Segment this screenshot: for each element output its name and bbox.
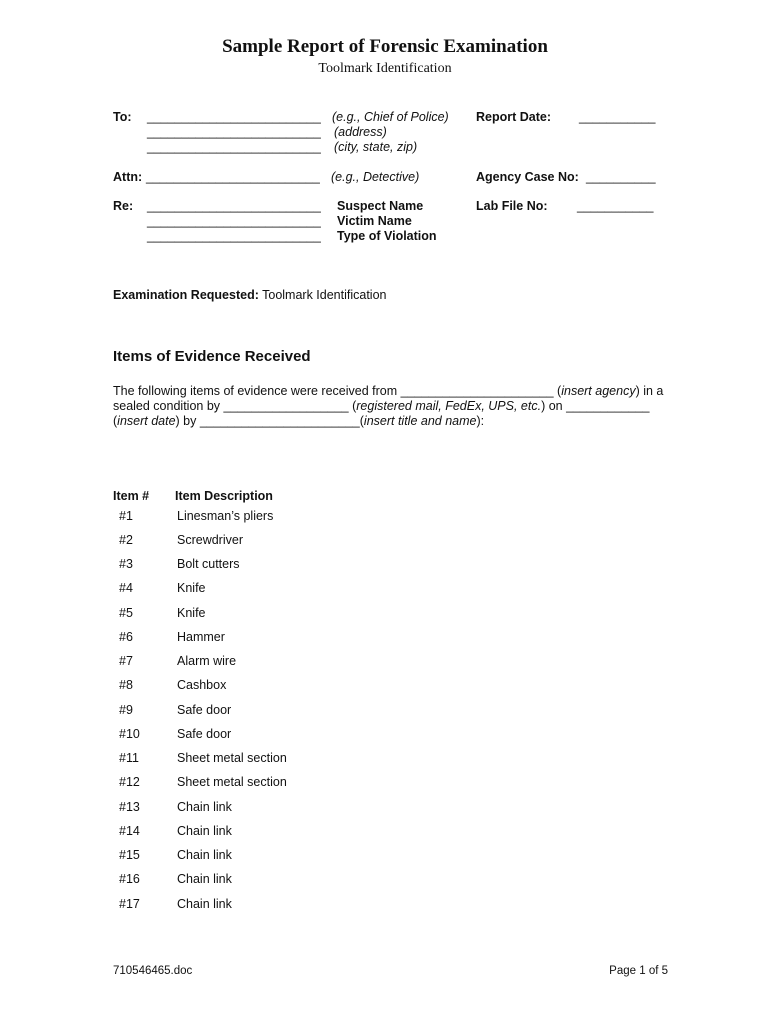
attn-blank: _________________________ — [146, 170, 320, 184]
para-text-4: ) by _______________________( — [175, 414, 364, 428]
para-text-1: The following items of evidence were received from ______________________ ( — [113, 384, 562, 398]
lab-file-blank: ___________ — [577, 199, 654, 213]
attn-label: Attn: — [113, 170, 143, 184]
document-subtitle: Toolmark Identification — [318, 61, 452, 76]
evidence-item-row — [0, 533, 770, 551]
item-number: #15 — [119, 848, 140, 862]
item-description-column-header: Item Description — [175, 489, 273, 503]
item-number: #3 — [119, 557, 133, 571]
item-number: #9 — [119, 703, 133, 717]
para-text-5: ): — [476, 414, 485, 428]
report-date-label: Report Date: — [476, 110, 552, 124]
item-number: #13 — [119, 800, 140, 814]
examination-requested-value: Toolmark Identification — [262, 288, 387, 302]
document-title: Sample Report of Forensic Examination — [222, 36, 548, 57]
item-description: Screwdriver — [177, 533, 243, 547]
evidence-item-row — [0, 509, 770, 527]
para-agency-hint: insert agency — [561, 384, 636, 398]
to-line-2-hint: (address) — [334, 125, 387, 139]
item-number: #8 — [119, 678, 133, 692]
para-text-3: ) on ____________ ( — [113, 399, 653, 428]
item-number: #1 — [119, 509, 133, 523]
to-label: To: — [113, 110, 132, 124]
evidence-item-row — [0, 703, 770, 721]
item-number: #7 — [119, 654, 133, 668]
re-line-2-blank: _________________________ — [147, 214, 321, 228]
para-date-hint: insert date — [117, 414, 176, 428]
evidence-item-row — [0, 630, 770, 648]
footer-page-number: Page 1 of 5 — [609, 965, 668, 977]
suspect-name-label: Suspect Name — [337, 199, 424, 213]
examination-requested-label: Examination Requested: — [113, 288, 259, 302]
evidence-intro-paragraph — [113, 384, 668, 429]
item-number-column-header: Item # — [113, 489, 150, 503]
to-line-3-hint: (city, state, zip) — [334, 140, 418, 154]
re-line-3-blank: _________________________ — [147, 229, 321, 243]
agency-case-label: Agency Case No: — [476, 170, 579, 184]
para-text-2: ) in a sealed condition by __________________ ( — [113, 384, 667, 413]
item-number: #17 — [119, 897, 140, 911]
item-description: Chain link — [177, 824, 232, 838]
item-description: Cashbox — [177, 678, 227, 692]
victim-name-label: Victim Name — [337, 214, 412, 228]
evidence-item-row — [0, 727, 770, 745]
item-description: Safe door — [177, 727, 232, 741]
item-number: #4 — [119, 581, 133, 595]
footer-filename: 710546465.doc — [113, 965, 193, 977]
to-line-1-blank: _________________________ — [147, 110, 321, 124]
item-description: Linesman’s pliers — [177, 509, 274, 523]
item-description: Alarm wire — [177, 654, 237, 668]
item-number: #12 — [119, 775, 140, 789]
evidence-item-row — [0, 654, 770, 672]
type-of-violation-label: Type of Violation — [337, 229, 437, 243]
item-number: #16 — [119, 872, 140, 886]
item-description: Chain link — [177, 800, 232, 814]
item-description: Chain link — [177, 897, 232, 911]
to-line-3-blank: _________________________ — [147, 140, 321, 154]
evidence-item-row — [0, 751, 770, 769]
item-description: Safe door — [177, 703, 232, 717]
item-description: Chain link — [177, 872, 232, 886]
lab-file-label: Lab File No: — [476, 199, 548, 213]
item-number: #5 — [119, 606, 133, 620]
attn-hint: (e.g., Detective) — [331, 170, 420, 184]
item-description: Knife — [177, 606, 206, 620]
item-description: Sheet metal section — [177, 751, 287, 765]
re-label: Re: — [113, 199, 134, 213]
evidence-item-row — [0, 800, 770, 818]
evidence-item-row — [0, 557, 770, 575]
item-description: Sheet metal section — [177, 775, 287, 789]
evidence-item-row — [0, 606, 770, 624]
evidence-item-row — [0, 775, 770, 793]
evidence-item-row — [0, 581, 770, 599]
para-title-name-hint: insert title and name — [363, 414, 477, 428]
re-line-1-blank: _________________________ — [147, 199, 321, 213]
evidence-item-row — [0, 678, 770, 696]
item-description: Chain link — [177, 848, 232, 862]
evidence-item-row — [0, 872, 770, 890]
to-line-1-hint: (e.g., Chief of Police) — [332, 110, 449, 124]
item-number: #14 — [119, 824, 140, 838]
item-number: #10 — [119, 727, 140, 741]
para-method-hint: registered mail, FedEx, UPS, etc. — [356, 399, 542, 413]
evidence-item-row — [0, 824, 770, 842]
agency-case-blank: __________ — [586, 170, 656, 184]
evidence-item-row — [0, 897, 770, 915]
item-description: Hammer — [177, 630, 225, 644]
item-number: #6 — [119, 630, 133, 644]
evidence-heading: Items of Evidence Received — [113, 348, 311, 365]
report-date-blank: ___________ — [579, 110, 656, 124]
examination-requested — [113, 288, 387, 303]
to-line-2-blank: _________________________ — [147, 125, 321, 139]
item-number: #11 — [119, 751, 139, 765]
evidence-item-row — [0, 848, 770, 866]
item-description: Knife — [177, 581, 206, 595]
item-description: Bolt cutters — [177, 557, 240, 571]
item-number: #2 — [119, 533, 133, 547]
